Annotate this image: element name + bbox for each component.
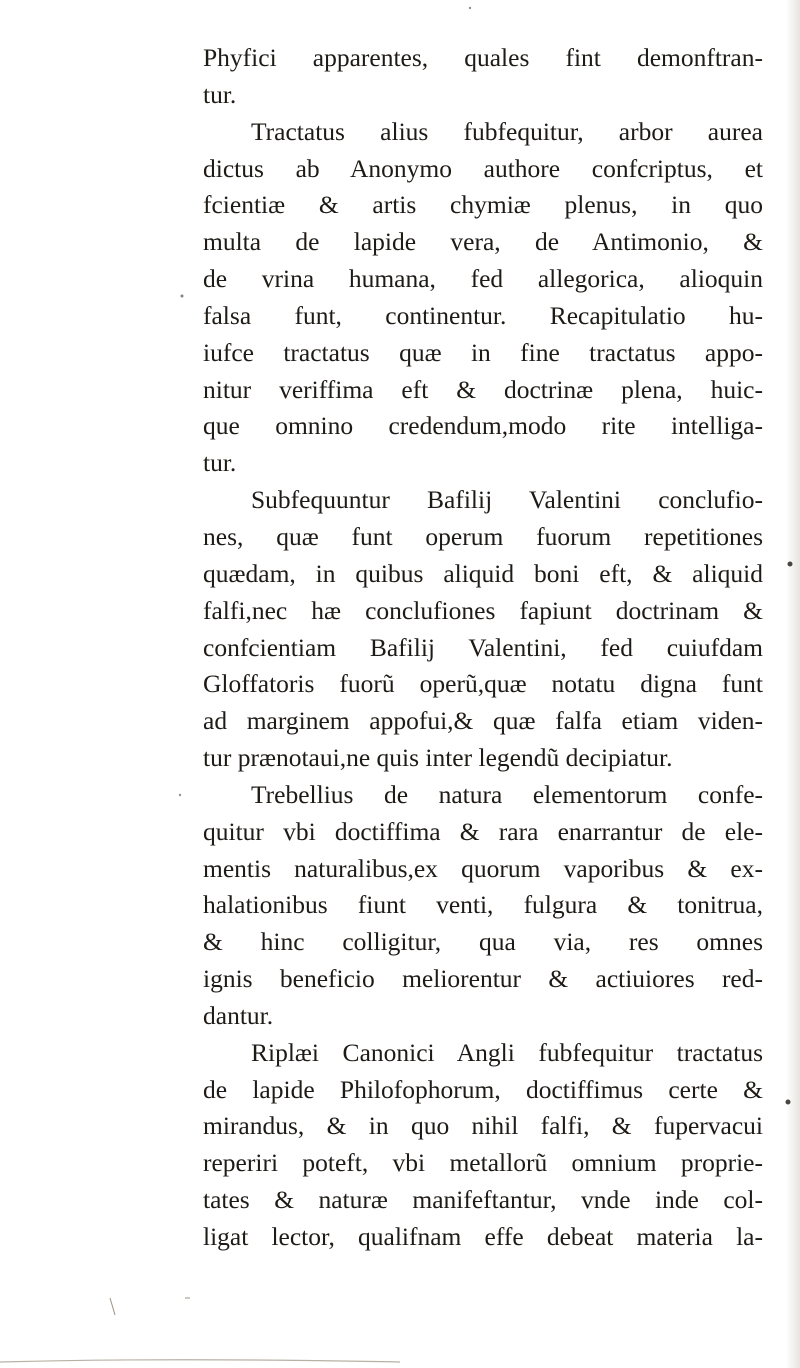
- text-line: multa de lapide vera, de Antimonio, &: [203, 227, 763, 257]
- paragraph-start-line: Tractatus alius fubfequitur, arbor aurea: [251, 116, 763, 146]
- text-line: de lapide Philofophorum, doctiffimus certe &: [203, 1074, 763, 1104]
- text-line: tur.: [203, 448, 237, 478]
- text-line: & hinc colligitur, qua via, res omnes: [203, 927, 763, 957]
- text-line: confcientiam Bafilij Valentini, fed cuiufdam: [203, 632, 763, 662]
- paragraph-start-line: Trebellius de natura elementorum confe-: [251, 779, 763, 809]
- text-line: nes, quæ funt operum fuorum repetitiones: [203, 521, 763, 551]
- text-line: iufce tractatus quæ in fine tractatus appo-: [203, 337, 763, 367]
- text-line: nitur veriffima eft & doctrinæ plena, huic-: [203, 374, 763, 404]
- text-line: falsa funt, continentur. Recapitulatio hu-: [203, 300, 763, 330]
- paragraph-start-line: Riplæi Canonici Angli fubfequitur tractatus: [251, 1037, 763, 1067]
- text-line: quitur vbi doctiffima & rara enarrantur de ele-: [203, 816, 763, 846]
- text-line: reperiri poteft, vbi metallorũ omnium proprie-: [203, 1148, 763, 1178]
- text-line: tur prænotaui,ne quis inter legendũ decipiatur.: [203, 743, 673, 773]
- text-line: fcientiæ & artis chymiæ plenus, in quo: [203, 190, 763, 220]
- page-text: [203, 40, 763, 1256]
- paragraph-start-line: Subfequuntur Bafilij Valentini conclufio-: [251, 485, 763, 515]
- text-line: mentis naturalibus,ex quorum vaporibus & ex-: [203, 853, 763, 883]
- text-line: ignis beneficio meliorentur & actiuiores red-: [203, 964, 763, 994]
- text-line: Gloffatoris fuorũ operũ,quæ notatu digna funt: [203, 669, 763, 699]
- text-line: que omnino credendum,modo rite intelliga-: [203, 411, 763, 441]
- text-line: dantur.: [203, 1000, 274, 1030]
- text-line: dictus ab Anonymo authore confcriptus, et: [203, 153, 763, 183]
- text-line: tur.: [203, 79, 237, 109]
- text-line: tates & naturæ manifeftantur, vnde inde col-: [203, 1185, 763, 1215]
- text-line: ligat lector, qualifnam effe debeat materia la-: [203, 1222, 763, 1251]
- text-line: halationibus fiunt venti, fulgura & tonitrua,: [203, 890, 763, 920]
- text-line: ad marginem appofui,& quæ falfa etiam viden-: [203, 706, 763, 736]
- text-line: Phyfici apparentes, quales fint demonftran-: [203, 43, 763, 72]
- text-line: falfi,nec hæ conclufiones fapiunt doctrinam &: [203, 595, 763, 625]
- paper-edge: [786, 0, 800, 1368]
- text-line: de vrina humana, fed allegorica, alioquin: [203, 264, 763, 294]
- text-line: quædam, in quibus aliquid boni eft, & aliquid: [203, 558, 763, 588]
- text-line: mirandus, & in quo nihil falfi, & fupervacui: [203, 1111, 763, 1141]
